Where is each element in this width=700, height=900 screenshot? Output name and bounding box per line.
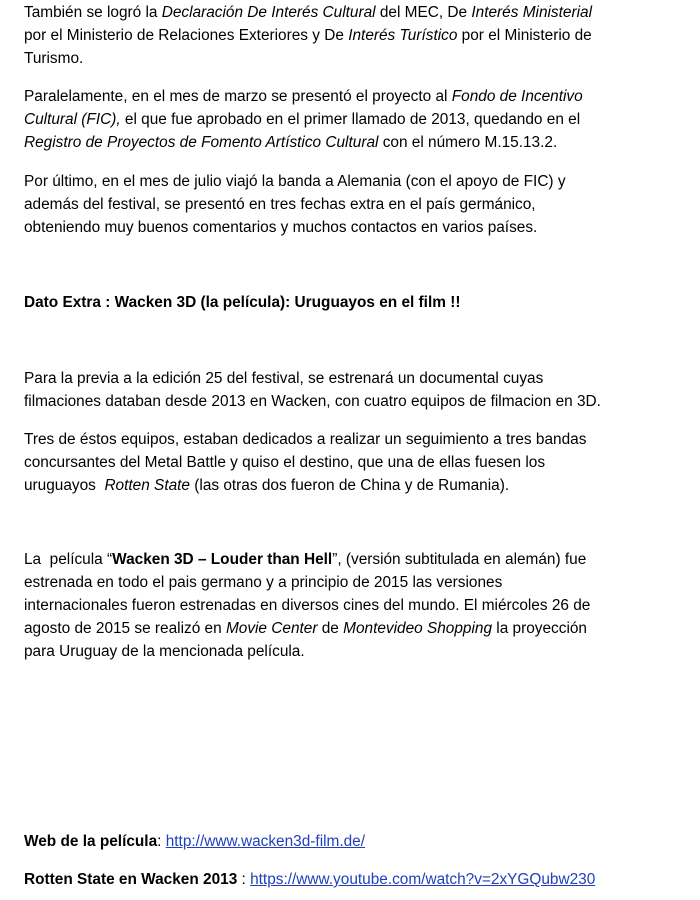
film-website-label: Web de la película <box>24 833 158 850</box>
text-line <box>24 617 686 640</box>
text-run: La película “ <box>24 551 113 568</box>
italic-run: Fondo de Incentivo <box>451 88 583 105</box>
text-line: para Uruguay de la mencionada película. <box>24 643 305 660</box>
text-line: internacionales fueron estrenadas en diversos cines del mundo. El miércoles 26 de <box>24 597 591 614</box>
text-run: Paralelamente, en el mes de marzo se presentó el proyecto al <box>24 88 452 105</box>
text-run: el que fue aprobado en el primer llamado de 2013, quedando en el <box>120 111 581 128</box>
text-line: filmaciones databan desde 2013 en Wacken, con cuatro equipos de filmacion en 3D. <box>24 393 601 410</box>
youtube-video-line <box>24 868 686 891</box>
text-line <box>24 24 686 47</box>
text-run: del MEC, De <box>375 4 472 21</box>
italic-run: Interés Ministerial <box>471 4 592 21</box>
text-run: con el número M.15.13.2. <box>378 134 558 151</box>
text-line: Tres de éstos equipos, estaban dedicados a realizar un seguimiento a tres bandas <box>24 431 587 448</box>
text-line <box>24 548 686 571</box>
paragraph-documentary <box>24 367 686 413</box>
text-line: estrenada en todo el pais germano y a principio de 2015 las versiones <box>24 574 503 591</box>
paragraph-fic-project <box>24 85 686 154</box>
italic-run: Interés Turístico <box>348 27 458 44</box>
text-line <box>24 1 686 24</box>
text-line <box>24 830 686 853</box>
italic-run: Registro de Proyectos de Fomento Artístico Cultural <box>24 134 379 151</box>
youtube-video-link[interactable]: https://www.youtube.com/watch?v=2xYGQubw230 <box>250 871 596 888</box>
paragraph-germany-trip <box>24 170 686 239</box>
text-line: obteniendo muy buenos comentarios y muchos contactos en varios países. <box>24 219 538 236</box>
film-website-link[interactable]: http://www.wacken3d-film.de/ <box>165 833 366 850</box>
text-run: la proyección <box>492 620 587 637</box>
paragraph-film-release <box>24 548 686 663</box>
paragraph-declarations <box>24 1 686 70</box>
heading-text: Dato Extra : Wacken 3D (la película): Uruguayos en el film !! <box>24 294 461 311</box>
text-line: concursantes del Metal Battle y quiso el destino, que una de ellas fuesen los <box>24 454 546 471</box>
text-run: por el Ministerio de Relaciones Exteriores y De <box>24 27 349 44</box>
text-line: Para la previa a la edición 25 del festival, se estrenará un documental cuyas <box>24 370 544 387</box>
section-heading <box>24 291 686 314</box>
text-line <box>24 868 686 891</box>
text-run: agosto de 2015 se realizó en <box>24 620 226 637</box>
text-run: por el Ministerio de <box>457 27 592 44</box>
text-line: además del festival, se presentó en tres fechas extra en el país germánico, <box>24 196 536 213</box>
italic-run: Rotten State <box>104 477 190 494</box>
paragraph-film-crews <box>24 428 686 497</box>
film-website-line <box>24 830 686 853</box>
text-line <box>24 47 686 70</box>
italic-run: Cultural (FIC), <box>24 111 121 128</box>
text-run: También se logró la <box>24 4 162 21</box>
italic-run: Movie Center <box>225 620 318 637</box>
text-line <box>24 85 686 108</box>
text-run: Turismo. <box>24 50 84 67</box>
text-line <box>24 108 686 131</box>
text-line: Por último, en el mes de julio viajó la banda a Alemania (con el apoyo de FIC) y <box>24 173 566 190</box>
text-run: ”, (versión subtitulada en alemán) fue <box>332 551 587 568</box>
italic-run: Montevideo Shopping <box>343 620 493 637</box>
text-run: uruguayos <box>24 477 105 494</box>
text-run: de <box>317 620 344 637</box>
text-line <box>24 474 686 497</box>
text-line <box>24 131 686 154</box>
youtube-video-label: Rotten State en Wacken 2013 <box>24 871 238 888</box>
separator: : <box>237 871 251 888</box>
bold-run: Wacken 3D – Louder than Hell <box>112 551 333 568</box>
text-run: (las otras dos fueron de China y de Rumania). <box>190 477 510 494</box>
separator: : <box>157 833 166 850</box>
italic-run: Declaración De Interés Cultural <box>161 4 376 21</box>
